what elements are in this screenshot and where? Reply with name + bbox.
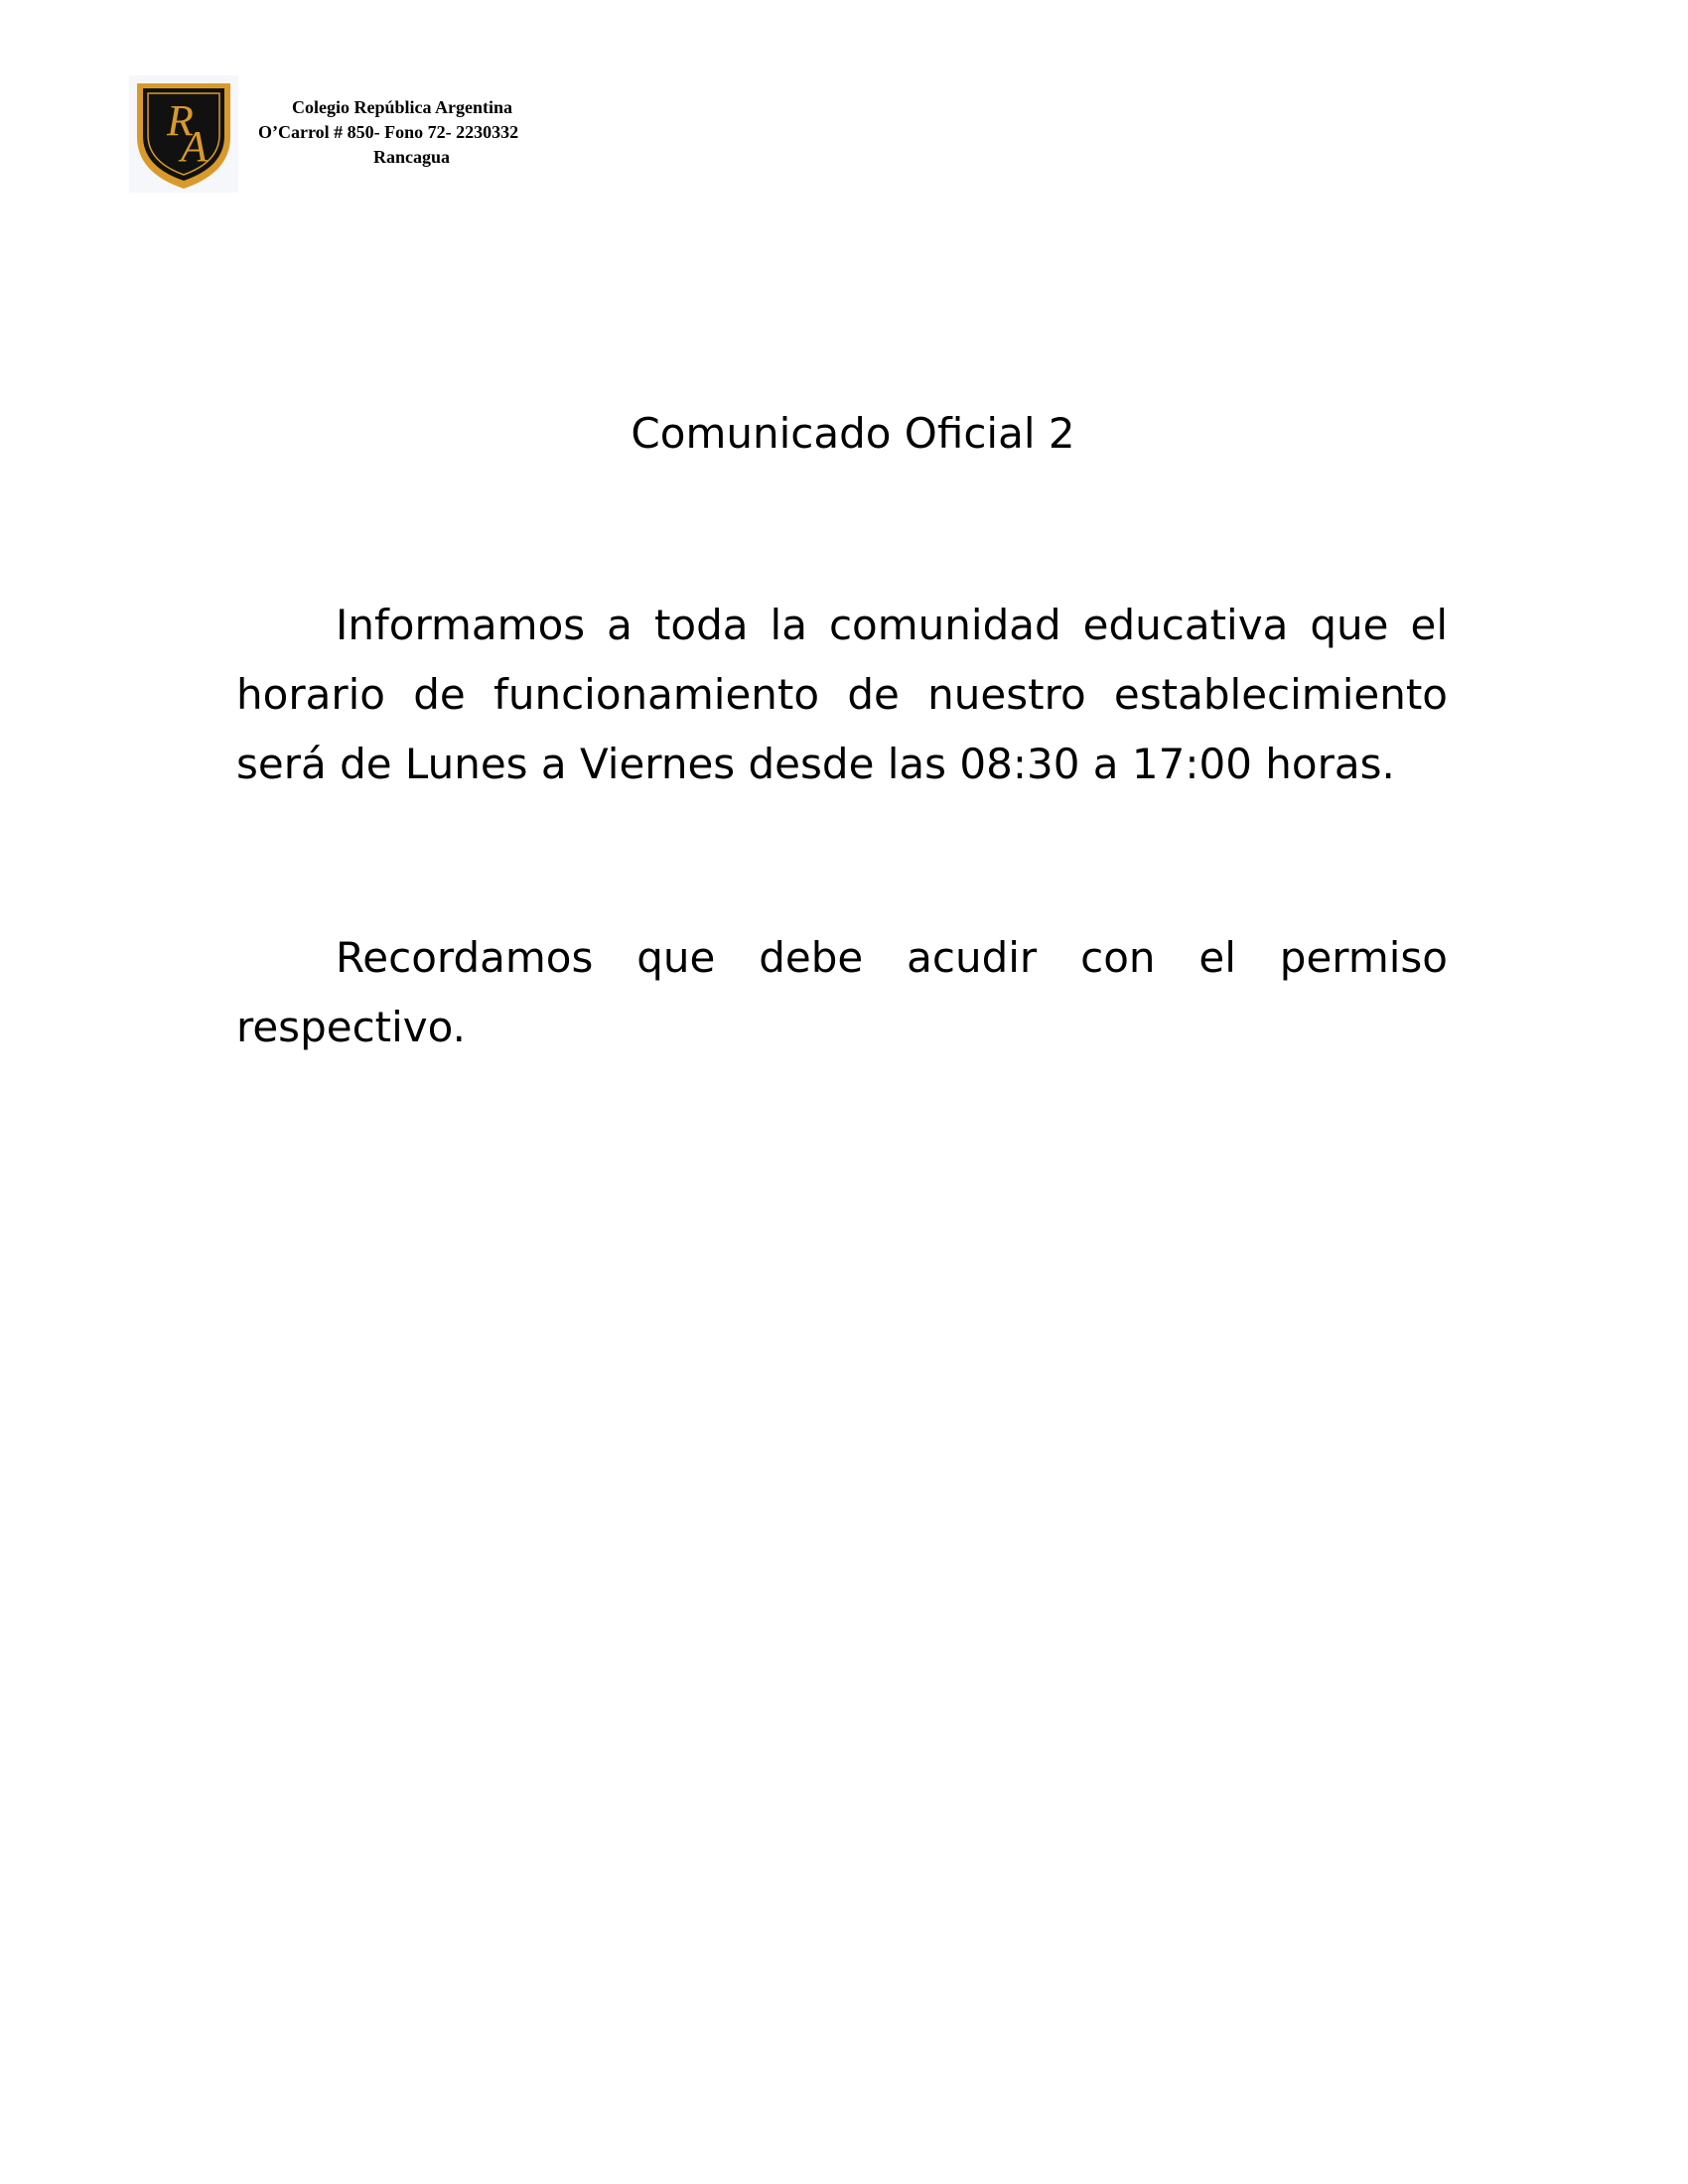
paragraph-text: Informamos a toda la comunidad educativa que el horario de funcionamiento de nuestro establecimiento será de Lunes a Viernes desde las 08:30 a 17:00 horas.	[236, 601, 1448, 788]
school-crest-ra-icon	[129, 75, 238, 193]
school-info	[258, 95, 586, 170]
document-title: Comunicado Oficial 2	[631, 409, 1075, 458]
school-city: Rancagua	[373, 147, 451, 167]
body-paragraph-permit	[236, 923, 1448, 1062]
letterhead	[129, 75, 645, 195]
svg-text:R: R	[167, 96, 194, 145]
school-name: Colegio República Argentina	[292, 97, 513, 117]
svg-text:A: A	[181, 122, 208, 171]
paragraph-text: Recordamos que debe acudir con el permiso respectivo.	[236, 933, 1448, 1051]
school-address: O’Carrol # 850- Fono 72- 2230332	[258, 122, 519, 142]
body-paragraph-hours	[236, 591, 1448, 799]
